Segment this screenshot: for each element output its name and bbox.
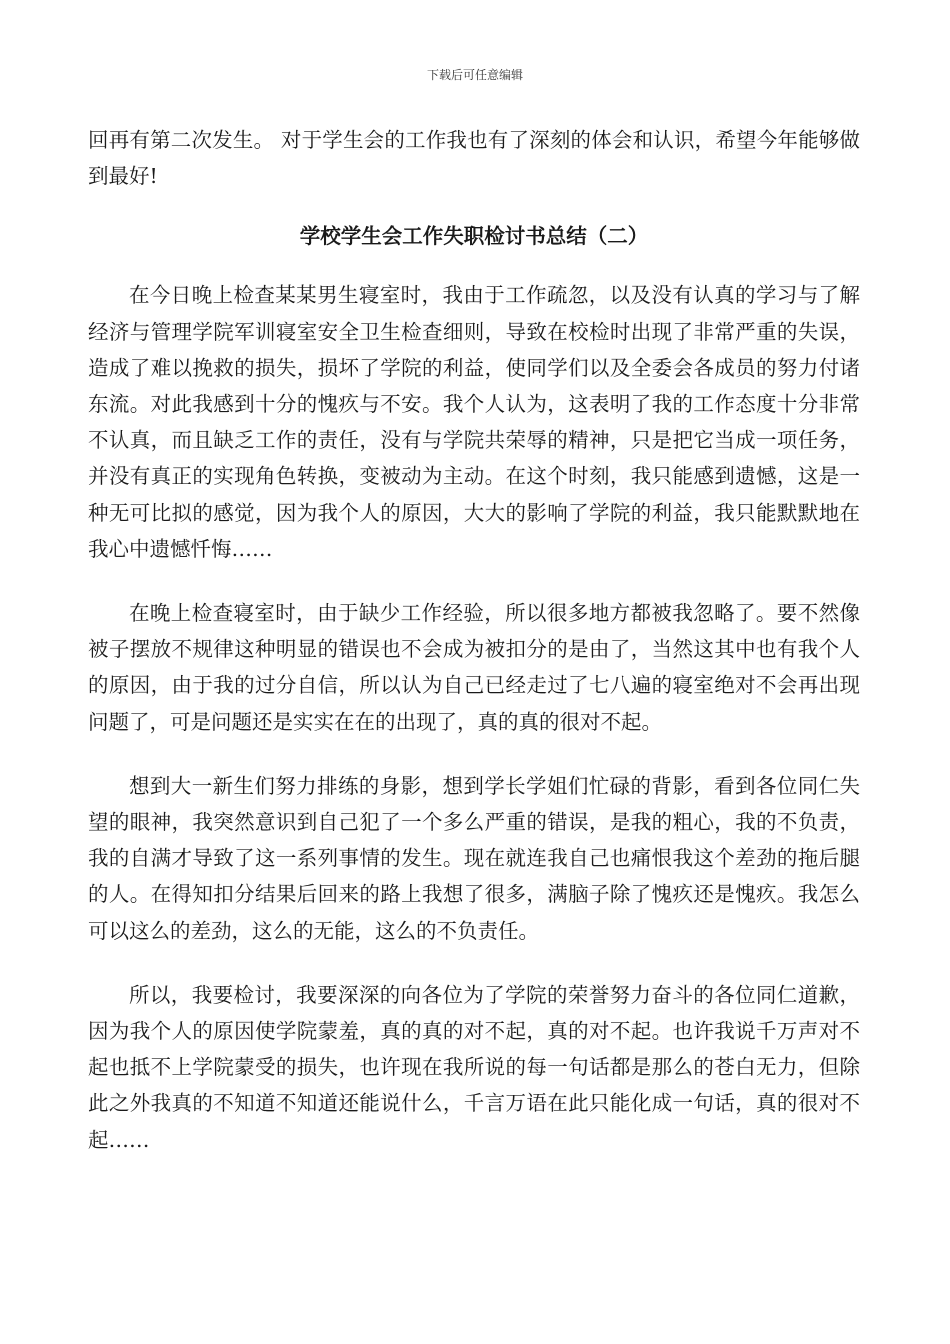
page-header: 下载后可任意编辑 [426, 68, 523, 82]
body-paragraph-3: 想到大一新生们努力排练的身影，想到学长学姐们忙碌的背影，看到各位同仁失望的眼神，我突然意识到自己犯了一个多么严重的错误，是我的粗心，我的不负责，我的自满才导致了这一系列事情的发生。现在就连我自己也痛恨我这个差劲的拖后腿的人。在得知扣分结果后回来的路上我想了很多，满脑子除了愧疚还是愧疚。我怎么可以这么的差劲，这么的无能，这么的不负责任。 [88, 773, 860, 943]
body-paragraph-4: 所以，我要检讨，我要深深的向各位为了学院的荣誉努力奋斗的各位同仁道歉，因为我个人的原因使学院蒙羞，真的真的对不起，真的对不起。也许我说千万声对不起也抵不上学院蒙受的损失，也许现在我所说的每一句话都是那么的苍白无力，但除此之外我真的不知道不知道还能说什么，千言万语在此只能化成一句话，真的很对不起…… [88, 982, 860, 1152]
section-title: 学校学生会工作失职检讨书总结（二） [299, 224, 649, 249]
body-paragraph-2: 在晚上检查寝室时，由于缺少工作经验，所以很多地方都被我忽略了。要不然像被子摆放不规律这种明显的错误也不会成为被扣分的是由了，当然这其中也有我个人的原因，由于我的过分自信，所以认为自己已经走过了七八遍的寝室绝对不会再出现问题了，可是问题还是实实在在的出现了，真的真的很对不起。 [88, 601, 860, 734]
intro-paragraph: 回再有第二次发生。 对于学生会的工作我也有了深刻的体会和认识，希望今年能够做到最好! [88, 128, 860, 189]
document-body [88, 122, 860, 1158]
body-paragraph-1: 在今日晚上检查某某男生寝室时，我由于工作疏忽，以及没有认真的学习与了解经济与管理学院军训寝室安全卫生检查细则，导致在校检时出现了非常严重的失误，造成了难以挽救的损失，损坏了学院的利益，使同学们以及全委会各成员的努力付诸东流。对此我感到十分的愧疚与不安。我个人认为，这表明了我的工作态度十分非常不认真，而且缺乏工作的责任，没有与学院共荣辱的精神，只是把它当成一项任务，并没有真正的实现角色转换，变被动为主动。在这个时刻，我只能感到遗憾，这是一种无可比拟的感觉，因为我个人的原因，大大的影响了学院的利益，我只能默默地在我心中遗憾忏悔…… [88, 283, 860, 561]
